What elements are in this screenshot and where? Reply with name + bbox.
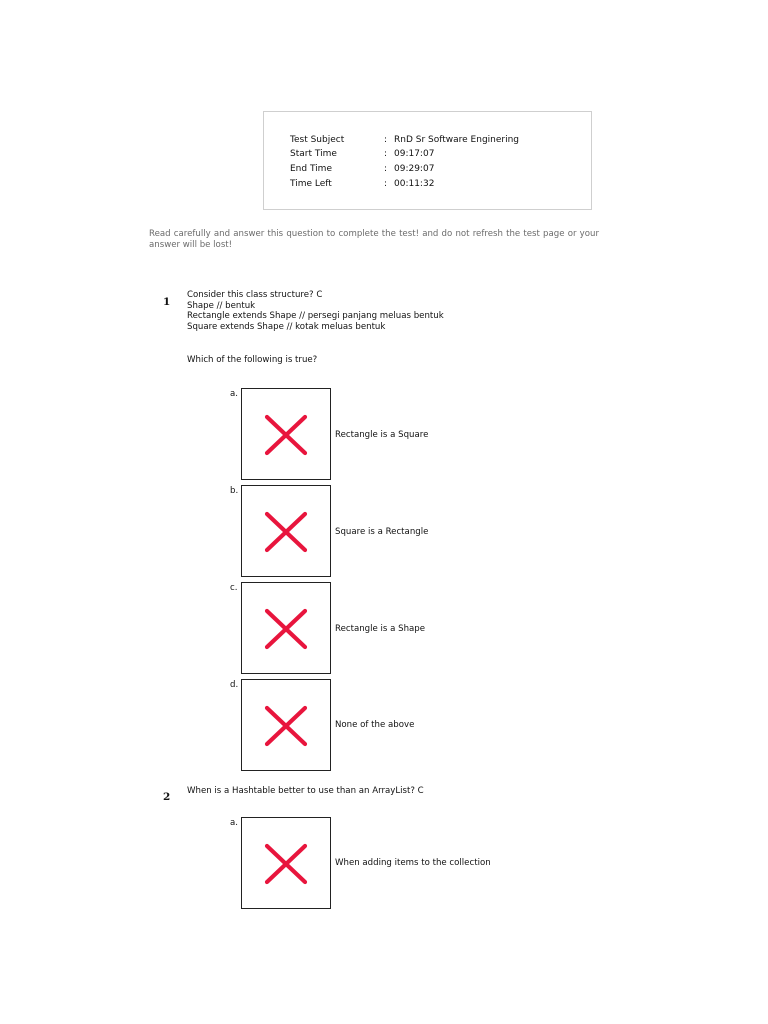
info-label: End Time	[290, 164, 332, 174]
info-label: Time Left	[290, 179, 332, 189]
option-letter: a.	[230, 818, 238, 828]
option-text-d[interactable]: None of the above	[335, 720, 415, 730]
info-label: Start Time	[290, 149, 337, 159]
info-separator: :	[384, 164, 388, 174]
info-separator: :	[384, 149, 388, 159]
info-value-subject: RnD Sr Software Enginering	[394, 135, 520, 145]
option-text-b[interactable]: Square is a Rectangle	[335, 527, 429, 537]
broken-image-cross-icon	[264, 511, 308, 553]
broken-image-cross-icon	[264, 705, 308, 747]
info-value-end-time: 09:29:07	[394, 164, 435, 174]
info-separator: :	[384, 179, 388, 189]
option-image-a[interactable]	[241, 817, 331, 909]
question-number: 2	[163, 791, 171, 803]
question-line: Shape // bentuk	[187, 300, 256, 311]
broken-image-cross-icon	[264, 414, 308, 456]
info-value-time-left: 00:11:32	[394, 179, 435, 189]
option-text-a[interactable]: Rectangle is a Square	[335, 430, 429, 440]
question-line: When is a Hashtable better to use than an ArrayList? C	[187, 786, 424, 796]
option-image-b[interactable]	[241, 485, 331, 577]
test-notice: Read carefully and answer this question to complete the test! and do not refresh the test page or your answer will be lost!	[149, 229, 599, 250]
broken-image-cross-icon	[264, 843, 308, 885]
question-text	[187, 786, 424, 797]
info-value-start-time: 09:17:07	[394, 149, 435, 159]
option-image-d[interactable]	[241, 679, 331, 771]
option-image-a[interactable]	[241, 388, 331, 480]
info-separator: :	[384, 135, 388, 145]
question-line: Consider this class structure? C	[187, 290, 323, 300]
option-text-a[interactable]: When adding items to the collection	[335, 858, 491, 868]
question-text	[187, 290, 444, 332]
option-image-c[interactable]	[241, 582, 331, 674]
broken-image-cross-icon	[264, 608, 308, 650]
option-text-c[interactable]: Rectangle is a Shape	[335, 624, 426, 634]
option-letter: b.	[230, 486, 239, 496]
question-prompt: Which of the following is true?	[187, 355, 318, 365]
option-letter: a.	[230, 389, 238, 399]
test-info-box	[263, 111, 592, 210]
question-line: Square extends Shape // kotak meluas bentuk	[187, 321, 386, 332]
option-letter: c.	[230, 583, 238, 593]
info-label: Test Subject	[290, 135, 345, 145]
question-number: 1	[163, 296, 171, 308]
question-line: Rectangle extends Shape // persegi panjang meluas bentuk	[187, 311, 444, 321]
option-letter: d.	[230, 680, 239, 690]
